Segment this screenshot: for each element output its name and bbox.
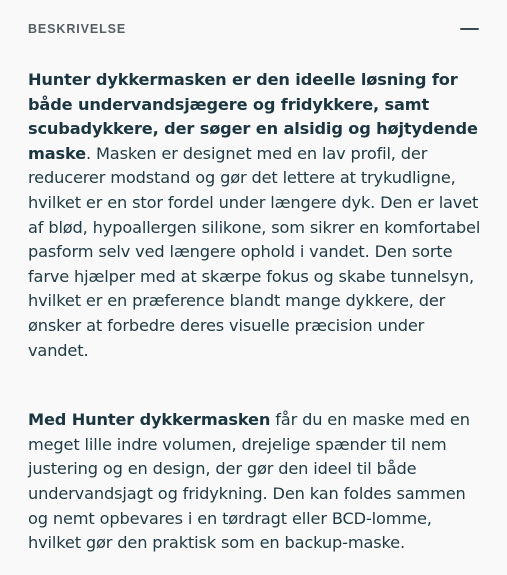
paragraph-1-lead: Hunter dykkermasken er den ideelle løsning for både undervandsjægere og fridykkere, samt scubadykkere, der søger en alsidig og højtydende maske (28, 70, 478, 163)
description-paragraph-2 (28, 408, 487, 556)
paragraph-2-text: får du en maske med en meget lille indre volumen, drejelige spænder til nem justering og en design, der gør den ideel til både undervandsjagt og fridykning. Den kan foldes sammen og nemt opbevares i en tørdragt eller BCD-lomme, hvilket gør den praktisk som en backup-maske. (28, 410, 470, 553)
section-title: BESKRIVELSE (28, 22, 127, 36)
description-body (28, 68, 487, 556)
paragraph-2-lead: Med Hunter dykkermasken (28, 410, 271, 430)
minus-icon[interactable] (460, 28, 479, 30)
description-accordion-header[interactable] (0, 0, 507, 58)
paragraph-1-text: . Masken er designet med en lav profil, der reducerer modstand og gør det lettere at trykudligne, hvilket er en stor fordel under længere dyk. Den er lavet af blød, hypoallergen silikone, som sikrer en komfortabel pasform selv ved længere ophold i vandet. Den sorte farve hjælper med at skærpe fokus og skabe tunnelsyn, hvilket er en præference blandt mange dykkere, der ønsker at forbedre deres visuelle præcision under vandet. (28, 143, 481, 360)
description-paragraph-1 (28, 68, 487, 363)
